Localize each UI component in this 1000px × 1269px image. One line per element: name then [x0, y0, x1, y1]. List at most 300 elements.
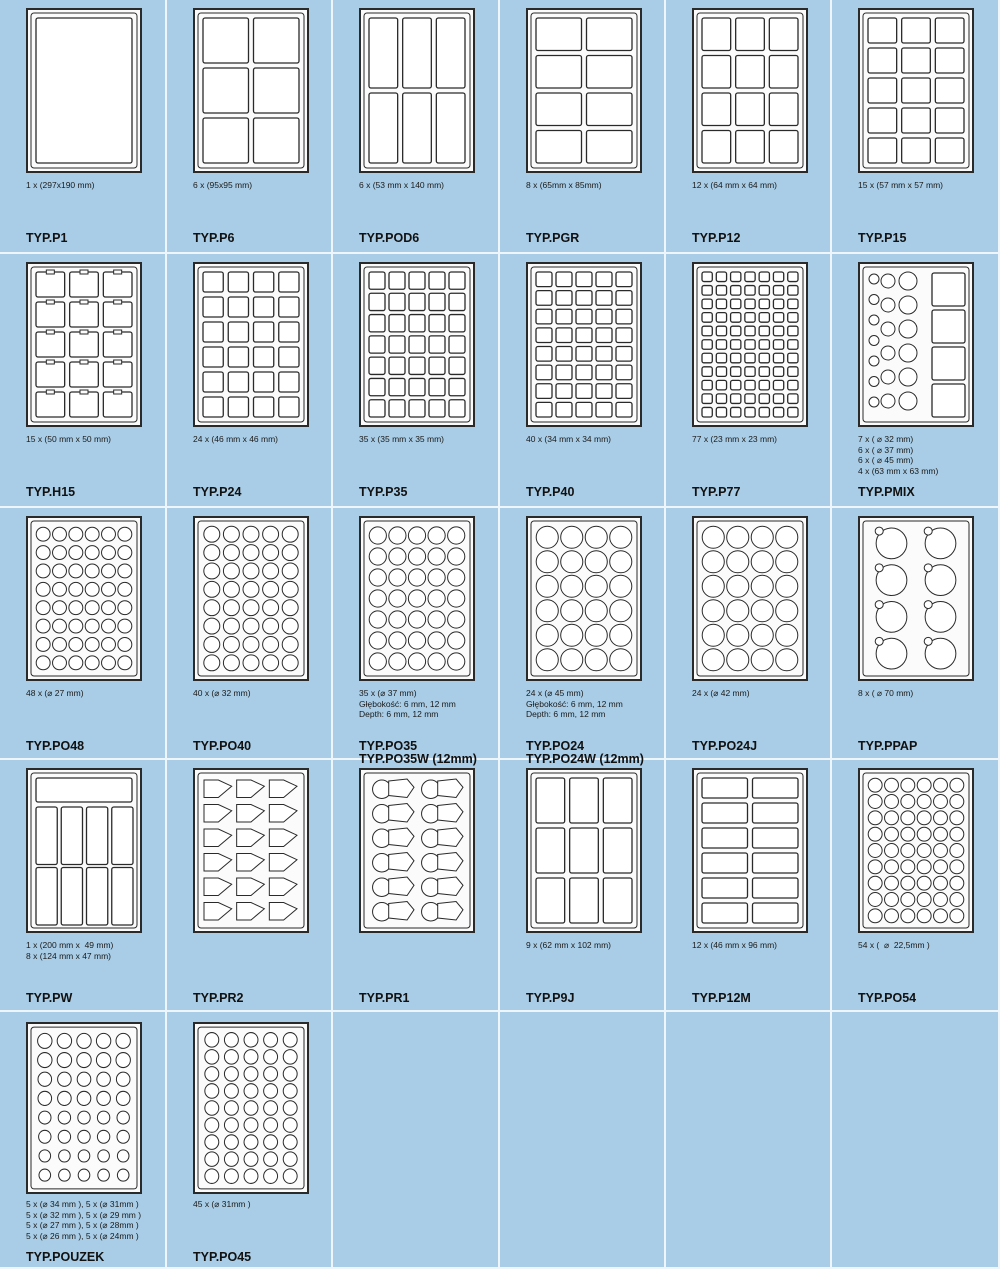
- tray-card-p24[interactable]: [167, 254, 333, 508]
- label-pocket: [438, 779, 463, 798]
- compartment: [556, 309, 572, 324]
- coin-hole: [428, 527, 445, 544]
- compartment: [868, 138, 897, 163]
- shaped-compartment: [269, 780, 297, 798]
- coin-hole: [102, 527, 116, 541]
- coin-hole: [610, 624, 632, 646]
- tray-diagram: [528, 10, 640, 171]
- coin-hole: [117, 1169, 129, 1181]
- compartment: [616, 365, 632, 380]
- coin-hole-large: [899, 272, 917, 290]
- coin-hole: [102, 619, 116, 633]
- coin-hole: [204, 581, 220, 597]
- tray-card-p15[interactable]: [832, 0, 1000, 254]
- coin-hole: [448, 569, 465, 586]
- compartment: [745, 286, 755, 296]
- tray-dimensions: 24 x (⌀ 42 mm): [692, 688, 750, 698]
- coin-hole: [69, 601, 83, 615]
- compartment: [36, 807, 57, 865]
- compartment: [576, 272, 592, 287]
- coin-hole: [223, 545, 239, 561]
- compartment: [702, 326, 712, 336]
- compartment: [556, 365, 572, 380]
- label-pocket: [389, 877, 414, 896]
- compartment-tab: [80, 270, 88, 274]
- tray-dimensions: 1 x (200 mm x 49 mm) 8 x (124 mm x 47 mm): [26, 940, 114, 961]
- finger-notch: [924, 601, 932, 609]
- coin-hole: [389, 569, 406, 586]
- coin-hole: [282, 563, 298, 579]
- coin-hole: [950, 893, 964, 907]
- compartment: [753, 778, 799, 798]
- compartment: [769, 131, 798, 164]
- coin-hole: [727, 600, 749, 622]
- coin-hole: [264, 1118, 278, 1133]
- coin-hole: [408, 653, 425, 670]
- compartment: [228, 347, 248, 367]
- coin-hole: [776, 649, 798, 671]
- coin-hole: [885, 909, 899, 923]
- tray-drawing-pmix: [858, 262, 974, 427]
- tray-drawing-po48: [26, 516, 142, 681]
- coin-hole: [702, 600, 724, 622]
- compartment: [369, 378, 385, 395]
- coin-hole: [53, 546, 67, 560]
- compartment: [716, 313, 726, 323]
- coin-hole: [204, 526, 220, 542]
- compartment: [254, 347, 274, 367]
- compartment: [203, 347, 223, 367]
- compartment: [87, 868, 108, 926]
- coin-hole: [282, 581, 298, 597]
- tray-card-pgr[interactable]: [500, 0, 666, 254]
- compartment: [731, 353, 741, 363]
- coin-hole: [102, 564, 116, 578]
- coin-hole: [727, 575, 749, 597]
- coin-hole-medium: [881, 298, 895, 312]
- compartment: [449, 272, 465, 289]
- compartment: [254, 322, 274, 342]
- coin-hole: [901, 795, 915, 809]
- coin-hole: [950, 778, 964, 792]
- coin-hole: [901, 876, 915, 890]
- coin-hole: [282, 600, 298, 616]
- coin-hole-small: [869, 397, 879, 407]
- compartment: [736, 56, 765, 89]
- coin-hole: [727, 551, 749, 573]
- coin-hole: [585, 575, 607, 597]
- compartment: [203, 18, 249, 63]
- compartment: [702, 803, 748, 823]
- compartment: [389, 400, 405, 417]
- coin-hole: [85, 656, 99, 670]
- tray-type-name: TYP.POD6: [359, 231, 420, 245]
- tray-type-name: TYP.PO35 TYP.PO35W (12mm): [359, 739, 477, 766]
- compartment: [369, 18, 398, 88]
- tray-card-p35[interactable]: [333, 254, 500, 508]
- coin-hole: [868, 778, 882, 792]
- coin-hole: [885, 876, 899, 890]
- coin-hole: [885, 844, 899, 858]
- finger-notch: [924, 564, 932, 572]
- coin-hole: [36, 601, 50, 615]
- compartment: [449, 400, 465, 417]
- shaped-compartment: [269, 805, 297, 823]
- coin-hole: [561, 624, 583, 646]
- coin-hole: [102, 656, 116, 670]
- compartment: [536, 272, 552, 287]
- compartment: [389, 293, 405, 310]
- coin-hole: [96, 1053, 110, 1068]
- coin-hole-large: [899, 344, 917, 362]
- compartment: [759, 272, 769, 282]
- compartment: [61, 807, 82, 865]
- coin-hole: [204, 545, 220, 561]
- tray-card-p9j[interactable]: [500, 760, 666, 1012]
- coin-hole: [69, 619, 83, 633]
- wide-compartment: [36, 778, 132, 802]
- coin-hole: [85, 582, 99, 596]
- tray-card-pouzek[interactable]: [0, 1012, 167, 1269]
- compartment: [759, 407, 769, 417]
- coin-hole: [243, 618, 259, 634]
- compartment: [228, 297, 248, 317]
- finger-notch: [924, 637, 932, 645]
- coin-hole: [610, 551, 632, 573]
- tray-drawing-p6: [193, 8, 309, 173]
- compartment: [36, 362, 65, 387]
- tray-type-name: TYP.PO45: [193, 1250, 252, 1264]
- coin-hole: [85, 527, 99, 541]
- tray-drawing-p24: [193, 262, 309, 427]
- coin-hole: [224, 1067, 238, 1082]
- compartment: [736, 131, 765, 164]
- tray-type-name: TYP.P12: [692, 231, 741, 245]
- compartment: [731, 286, 741, 296]
- compartment: [254, 68, 300, 113]
- coin-hole: [97, 1111, 109, 1124]
- coin-hole: [585, 551, 607, 573]
- coin-hole: [223, 618, 239, 634]
- coin-hole: [448, 527, 465, 544]
- coin-hole-small: [869, 336, 879, 346]
- tray-dimensions: 9 x (62 mm x 102 mm): [526, 940, 612, 950]
- compartment: [759, 394, 769, 404]
- compartment: [203, 397, 223, 417]
- compartment-tab: [46, 390, 54, 394]
- coin-hole: [97, 1072, 111, 1086]
- compartment: [745, 394, 755, 404]
- compartment-tab: [80, 330, 88, 334]
- coin-hole: [36, 619, 50, 633]
- tray-dimensions: 24 x (46 mm x 46 mm): [193, 434, 279, 444]
- tray-card-ppap[interactable]: [832, 508, 1000, 760]
- tray-dimensions: 40 x (34 mm x 34 mm): [526, 434, 612, 444]
- coin-hole: [205, 1101, 219, 1116]
- compartment: [731, 340, 741, 350]
- coin-hole: [776, 526, 798, 548]
- compartment: [702, 286, 712, 296]
- compartment: [576, 291, 592, 306]
- shaped-compartment: [237, 878, 265, 896]
- coin-hole: [223, 563, 239, 579]
- compartment: [103, 272, 132, 297]
- coin-hole: [751, 575, 773, 597]
- coin-hole: [78, 1150, 90, 1162]
- coin-hole: [283, 1050, 297, 1065]
- coin-hole: [69, 564, 83, 578]
- coin-hole: [408, 611, 425, 628]
- coin-hole: [536, 649, 558, 671]
- compartment: [279, 397, 299, 417]
- compartment: [773, 407, 783, 417]
- tray-type-name: TYP.PR1: [359, 991, 410, 1005]
- coin-hole-large: [899, 392, 917, 410]
- compartment-tab: [114, 360, 122, 364]
- coin-hole: [117, 1150, 129, 1162]
- compartment: [788, 272, 798, 282]
- coin-hole: [205, 1033, 219, 1048]
- tray-dimensions: 40 x (⌀ 32 mm): [193, 688, 251, 698]
- shaped-compartment: [237, 854, 265, 872]
- coin-hole: [868, 876, 882, 890]
- coin-hole: [283, 1135, 297, 1150]
- coin-hole: [934, 876, 948, 890]
- tray-drawing-po40: [193, 516, 309, 681]
- coin-hole: [389, 590, 406, 607]
- coin-hole: [917, 795, 931, 809]
- tray-type-name: TYP.PR2: [193, 991, 244, 1005]
- compartment: [228, 322, 248, 342]
- compartment: [254, 272, 274, 292]
- compartment: [935, 48, 964, 73]
- compartment: [716, 353, 726, 363]
- coin-hole: [917, 827, 931, 841]
- coin-hole: [751, 649, 773, 671]
- compartment: [731, 326, 741, 336]
- tray-card-p6[interactable]: [167, 0, 333, 254]
- tray-dimensions: 24 x (⌀ 45 mm) Głębokość: 6 mm, 12 mm Depth: 6 mm, 12 mm: [526, 688, 623, 719]
- tray-card-po35[interactable]: [333, 508, 500, 766]
- coin-hole: [408, 632, 425, 649]
- compartment: [403, 93, 432, 163]
- compartment: [788, 353, 798, 363]
- coin-hole: [901, 893, 915, 907]
- compartment: [788, 326, 798, 336]
- coin-hole: [561, 575, 583, 597]
- finger-notch: [875, 637, 883, 645]
- tray-card-p77[interactable]: [666, 254, 832, 508]
- compartment: [228, 372, 248, 392]
- tray-type-name: TYP.PO54: [858, 991, 917, 1005]
- tray-dimensions: 35 x (35 mm x 35 mm): [359, 434, 445, 444]
- tray-card-po24[interactable]: [500, 508, 666, 766]
- tray-dimensions: 54 x ( ⌀ 22,5mm ): [858, 940, 930, 950]
- tray-type-name: TYP.P35: [359, 485, 408, 499]
- tray-card-pr1[interactable]: [333, 760, 500, 1012]
- compartment: [702, 394, 712, 404]
- tray-type-name: TYP.PO24 TYP.PO24W (12mm): [526, 739, 644, 766]
- compartment: [759, 313, 769, 323]
- coin-hole: [917, 893, 931, 907]
- tray-card-po48[interactable]: [0, 508, 167, 760]
- compartment-tab: [80, 390, 88, 394]
- compartment: [587, 56, 633, 89]
- tray-diagram: [28, 264, 140, 425]
- coin-hole: [868, 795, 882, 809]
- coin-hole: [389, 653, 406, 670]
- coin-hole: [950, 844, 964, 858]
- coin-hole: [263, 618, 279, 634]
- tray-card-pw[interactable]: [0, 760, 167, 1012]
- tray-dimensions: 77 x (23 mm x 23 mm): [692, 434, 778, 444]
- compartment: [769, 18, 798, 51]
- square-compartment: [932, 273, 965, 306]
- coin-hole: [102, 582, 116, 596]
- compartment: [773, 299, 783, 309]
- coin-hole: [39, 1130, 51, 1143]
- compartment: [279, 322, 299, 342]
- coin-hole: [283, 1101, 297, 1116]
- coin-hole: [561, 526, 583, 548]
- coin-hole: [85, 601, 99, 615]
- coin-hole: [118, 637, 132, 651]
- compartment: [702, 778, 748, 798]
- compartment: [769, 56, 798, 89]
- tray-card-p12m[interactable]: [666, 760, 832, 1012]
- coin-hole: [934, 827, 948, 841]
- compartment: [409, 315, 425, 332]
- tray-drawing-pr2: [193, 768, 309, 933]
- compartment: [556, 291, 572, 306]
- shaped-compartment: [269, 854, 297, 872]
- coin-hole: [561, 551, 583, 573]
- tray-card-p1[interactable]: [0, 0, 167, 254]
- coin-hole: [53, 637, 67, 651]
- coin-hole: [116, 1091, 130, 1105]
- tray-card-po45[interactable]: [167, 1012, 333, 1269]
- coin-hole: [38, 1091, 52, 1105]
- tray-card-pod6[interactable]: [333, 0, 500, 254]
- coin-hole: [223, 526, 239, 542]
- shaped-compartment: [204, 780, 232, 798]
- tray-card-pmix[interactable]: [832, 254, 1000, 508]
- coin-hole: [702, 649, 724, 671]
- coin-hole: [934, 811, 948, 825]
- compartment: [436, 93, 465, 163]
- compartment: [759, 340, 769, 350]
- coin-hole: [244, 1152, 258, 1167]
- coin-hole: [428, 632, 445, 649]
- tray-card-pr2[interactable]: [167, 760, 333, 1012]
- compartment: [731, 272, 741, 282]
- coin-hole: [934, 893, 948, 907]
- coin-hole: [38, 1053, 52, 1068]
- compartment: [254, 397, 274, 417]
- compartment: [616, 309, 632, 324]
- coin-hole: [917, 778, 931, 792]
- coin-hole: [408, 527, 425, 544]
- coin-hole: [868, 844, 882, 858]
- tray-diagram: [195, 770, 307, 931]
- tray-dimensions: 45 x (⌀ 31mm ): [193, 1199, 251, 1209]
- compartment: [587, 18, 633, 51]
- coin-hole: [36, 564, 50, 578]
- coin-hole: [53, 656, 67, 670]
- compartment: [736, 18, 765, 51]
- coin-hole: [224, 1152, 238, 1167]
- tray-dimensions: 48 x (⌀ 27 mm): [26, 688, 84, 698]
- coin-hole: [369, 611, 386, 628]
- coin-hole: [69, 582, 83, 596]
- tray-card-h15[interactable]: [0, 254, 167, 508]
- compartment: [902, 78, 931, 103]
- coin-hole: [448, 632, 465, 649]
- coin-hole-small: [869, 274, 879, 284]
- tray-card-po54[interactable]: [832, 760, 1000, 1012]
- tray-card-p12[interactable]: [666, 0, 832, 254]
- tray-card-po40[interactable]: [167, 508, 333, 760]
- coin-hole: [369, 653, 386, 670]
- compartment: [603, 778, 632, 823]
- coin-hole: [204, 636, 220, 652]
- coin-hole: [243, 563, 259, 579]
- compartment: [203, 118, 249, 163]
- coin-hole: [868, 827, 882, 841]
- coin-hole: [901, 827, 915, 841]
- coin-hole: [205, 1084, 219, 1099]
- tray-drawing-pouzek: [26, 1022, 142, 1194]
- coin-hole: [38, 1033, 52, 1048]
- tray-dimensions: 8 x ( ⌀ 70 mm): [858, 688, 914, 698]
- compartment: [449, 357, 465, 374]
- compartment: [745, 326, 755, 336]
- compartment: [70, 362, 99, 387]
- coin-hole: [264, 1135, 278, 1150]
- compartment: [616, 347, 632, 362]
- tray-card-p40[interactable]: [500, 254, 666, 508]
- compartment: [254, 372, 274, 392]
- coin-hole: [885, 827, 899, 841]
- square-compartment: [932, 384, 965, 417]
- coin-hole: [934, 778, 948, 792]
- tray-card-po24j[interactable]: [666, 508, 832, 760]
- coin-hole: [39, 1150, 51, 1162]
- coin-hole: [585, 526, 607, 548]
- compartment: [702, 903, 748, 923]
- coin-hole: [448, 548, 465, 565]
- coin-hole: [282, 545, 298, 561]
- compartment-tab: [80, 300, 88, 304]
- tray-type-name: TYP.P24: [193, 485, 242, 499]
- coin-hole: [282, 636, 298, 652]
- shaped-compartment: [204, 903, 232, 921]
- coin-hole-medium: [881, 346, 895, 360]
- shaped-compartment: [269, 829, 297, 847]
- compartment: [868, 48, 897, 73]
- compartment: [773, 326, 783, 336]
- shaped-compartment: [237, 780, 265, 798]
- compartment-tab: [114, 390, 122, 394]
- tray-type-name: TYP.PMIX: [858, 485, 915, 499]
- label-pocket: [438, 828, 463, 847]
- tray-type-name: TYP.PGR: [526, 231, 580, 245]
- coin-hole: [264, 1101, 278, 1116]
- compartment: [902, 108, 931, 133]
- coin-hole: [950, 876, 964, 890]
- compartment: [87, 807, 108, 865]
- compartment: [429, 378, 445, 395]
